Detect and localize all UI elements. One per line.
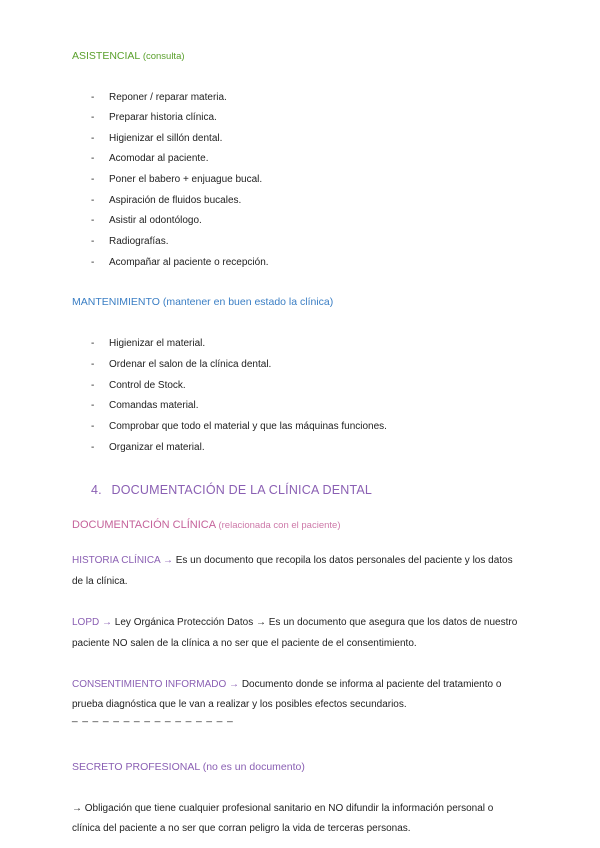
list-item: - Reponer / reparar materia.: [91, 92, 227, 103]
consentimiento-term: CONSENTIMIENTO INFORMADO →: [72, 679, 240, 690]
documentacion-clinica-heading: [72, 519, 340, 531]
asistencial-heading: [72, 50, 185, 62]
secreto-note: (no es un documento): [202, 761, 305, 773]
asistencial-title: ASISTENCIAL: [72, 50, 140, 62]
mantenimiento-title: MANTENIMIENTO: [72, 296, 160, 308]
lopd-term: LOPD →: [72, 617, 113, 628]
section-number: 4.: [91, 483, 102, 497]
consentimiento-paragraph-line1: [72, 679, 501, 690]
list-item: - Radiografías.: [91, 236, 169, 247]
consentimiento-text-line2: prueba diagnóstica que le van a realizar y los posibles efectos secundarios.: [72, 699, 407, 710]
list-item: - Comprobar que todo el material y que las máquinas funciones.: [91, 421, 387, 432]
historia-text-line1: Es un documento que recopila los datos personales del paciente y los datos: [175, 555, 513, 566]
list-item: - Control de Stock.: [91, 380, 186, 391]
secreto-heading: [72, 761, 305, 773]
asistencial-note: (consulta): [142, 51, 185, 62]
list-item: - Organizar el material.: [91, 442, 205, 453]
mantenimiento-note: (mantener en buen estado la clínica): [162, 296, 334, 308]
mantenimiento-heading: [72, 296, 333, 308]
secreto-text-line2: clínica del paciente a no ser que corran peligro la vida de terceras personas.: [72, 823, 411, 834]
historia-term: HISTORIA CLÍNICA →: [72, 555, 173, 566]
lopd-paragraph-line1: [72, 617, 517, 628]
separator-line: _ _ _ _ _ _ _ _ _ _ _ _ _ _ _ _: [72, 712, 234, 723]
lopd-text-line2: paciente NO salen de la clínica a no ser que el paciente de el consentimiento.: [72, 638, 417, 649]
secreto-text-line1: → Obligación que tiene cualquier profesional sanitario en NO difundir la información personal o: [72, 803, 494, 814]
list-item: - Comandas material.: [91, 400, 199, 411]
list-item: - Preparar historia clínica.: [91, 112, 217, 123]
list-item: - Poner el babero + enjuague bucal.: [91, 174, 263, 185]
list-item: - Acomodar al paciente.: [91, 153, 209, 164]
list-item: - Higienizar el sillón dental.: [91, 133, 223, 144]
list-item: - Aspiración de fluidos bucales.: [91, 195, 242, 206]
list-item: - Asistir al odontólogo.: [91, 215, 202, 226]
section-heading: [91, 483, 372, 497]
list-item: - Acompañar al paciente o recepción.: [91, 257, 269, 268]
section-title: DOCUMENTACIÓN DE LA CLÍNICA DENTAL: [111, 483, 373, 497]
secreto-title: SECRETO PROFESIONAL: [72, 761, 200, 773]
documentacion-clinica-title: DOCUMENTACIÓN CLÍNICA: [72, 519, 216, 531]
list-item: - Ordenar el salon de la clínica dental.: [91, 359, 272, 370]
consentimiento-text-line1: Documento donde se informa al paciente del tratamiento o: [241, 679, 502, 690]
historia-paragraph-line1: [72, 555, 513, 566]
documentacion-clinica-note: (relacionada con el paciente): [218, 520, 341, 531]
historia-text-line2: de la clínica.: [72, 576, 128, 587]
lopd-text-line1: Ley Orgánica Protección Datos → Es un documento que asegura que los datos de nuestro: [114, 617, 518, 628]
list-item: - Higienizar el material.: [91, 338, 206, 349]
